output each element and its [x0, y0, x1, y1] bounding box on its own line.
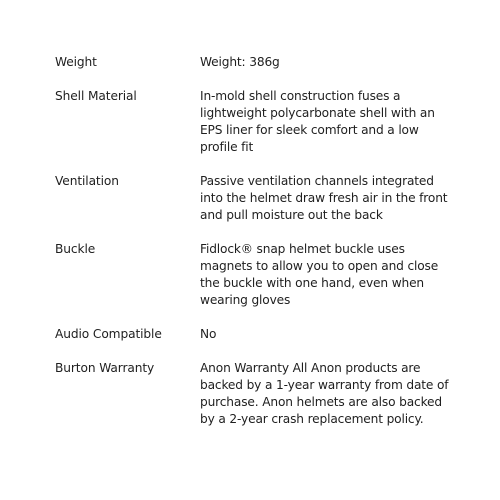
spec-value: Anon Warranty All Anon products are backed by a 1-year warranty from date of purchase. Anon helmets are also backed by a 2-year crash replacement policy. [200, 361, 449, 426]
spec-row-shell-material [55, 88, 455, 156]
spec-value: No [200, 327, 217, 341]
spec-label: Weight [55, 55, 97, 69]
spec-value: In-mold shell construction fuses a lightweight polycarbonate shell with an EPS liner for sleek comfort and a low profile fit [200, 89, 435, 154]
spec-row-audio-compatible [55, 326, 455, 343]
spec-value: Fidlock® snap helmet buckle uses magnets to allow you to open and close the buckle with one hand, even when wearing gloves [200, 242, 439, 307]
spec-label: Ventilation [55, 174, 119, 188]
spec-row-buckle [55, 241, 455, 309]
spec-table [55, 54, 455, 445]
spec-label: Audio Compatible [55, 327, 162, 341]
spec-row-ventilation [55, 173, 455, 224]
spec-label: Burton Warranty [55, 361, 155, 375]
spec-label: Shell Material [55, 89, 137, 103]
spec-row-burton-warranty [55, 360, 455, 428]
spec-row-weight [55, 54, 455, 71]
spec-value: Passive ventilation channels integrated into the helmet draw fresh air in the front and pull moisture out the back [200, 174, 448, 222]
spec-label: Buckle [55, 242, 96, 256]
spec-value: Weight: 386g [200, 55, 280, 69]
